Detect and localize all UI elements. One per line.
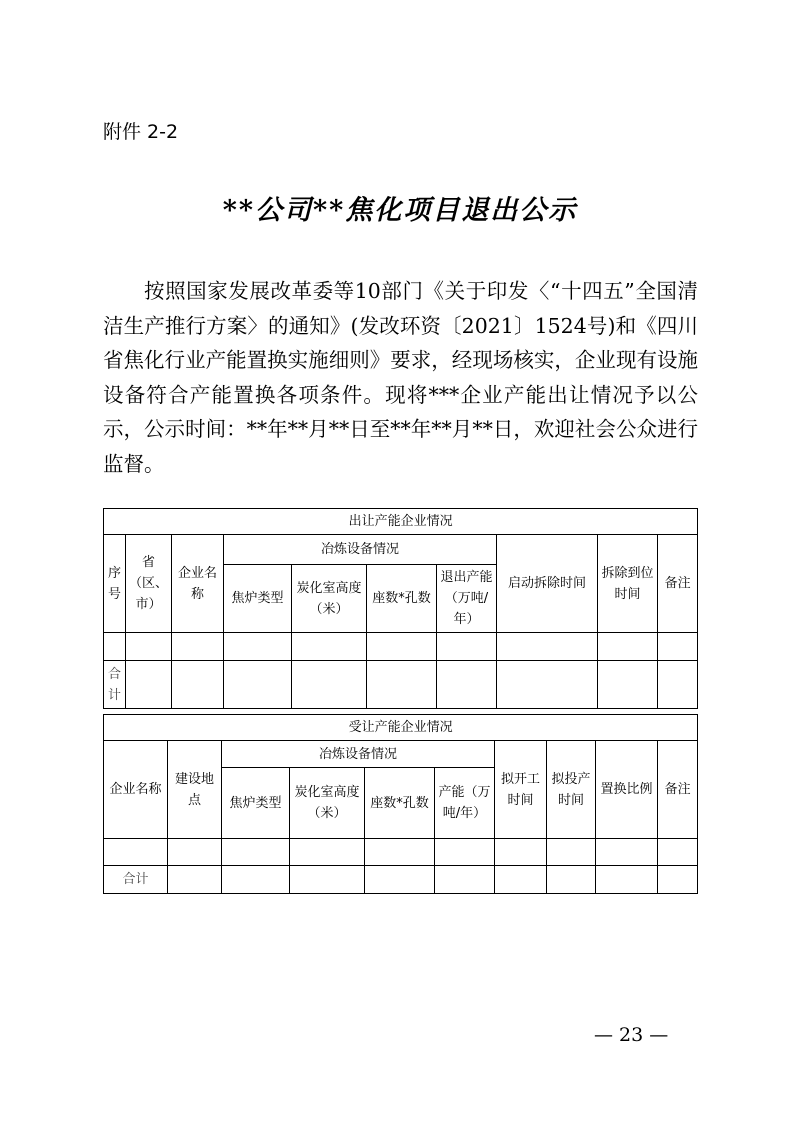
header-remarks: 备注	[658, 535, 698, 633]
header-demolition-done: 拆除到位时间	[598, 535, 658, 633]
header-planned-operation: 拟投产时间	[547, 741, 596, 839]
header-equipment-group: 冶炼设备情况	[222, 741, 495, 768]
table-cell	[222, 839, 290, 866]
header-seats-holes: 座数*孔数	[367, 565, 437, 633]
header-chamber-height: 炭化室高度（米）	[290, 768, 365, 839]
total-row	[104, 866, 698, 894]
table-cell	[365, 839, 435, 866]
table-cell	[435, 866, 495, 894]
table-cell	[224, 633, 292, 661]
table-cell	[168, 839, 222, 866]
table-cell	[168, 866, 222, 894]
table-cell	[658, 661, 698, 709]
header-province: 省（区、市）	[126, 535, 172, 633]
attachment-label: 附件 2-2	[103, 121, 179, 143]
table-cell	[172, 661, 224, 709]
header-seats-holes: 座数*孔数	[365, 768, 435, 839]
header-location: 建设地点	[168, 741, 222, 839]
table-cell	[104, 839, 168, 866]
header-seq: 序号	[104, 535, 126, 633]
table-cell	[290, 866, 365, 894]
table-row	[104, 839, 698, 866]
header-company: 企业名称	[172, 535, 224, 633]
header-remarks: 备注	[658, 741, 698, 839]
header-exit-capacity: 退出产能（万吨/年）	[437, 565, 497, 633]
table-cell	[495, 839, 547, 866]
header-chamber-height: 炭化室高度（米）	[292, 565, 367, 633]
table-cell	[495, 866, 547, 894]
table-row	[104, 633, 698, 661]
table-cell	[658, 839, 698, 866]
table-cell	[547, 839, 596, 866]
table-cell	[598, 661, 658, 709]
table-cell	[292, 633, 367, 661]
table-capacity-in	[103, 714, 698, 894]
table-cell	[435, 839, 495, 866]
table-cell	[172, 633, 224, 661]
table-cell	[437, 633, 497, 661]
table-cell	[104, 633, 126, 661]
table-cell	[224, 661, 292, 709]
table-cell	[658, 866, 698, 894]
table-cell	[596, 839, 658, 866]
table-cell	[290, 839, 365, 866]
table-cell	[126, 661, 172, 709]
document-title: **公司**焦化项目退出公示	[222, 195, 578, 226]
table-capacity-out	[103, 508, 698, 709]
table-cell	[367, 633, 437, 661]
table-cell	[497, 661, 598, 709]
total-label: 合计	[104, 661, 126, 709]
table-cell	[126, 633, 172, 661]
header-replacement-ratio: 置换比例	[596, 741, 658, 839]
section-title: 受让产能企业情况	[104, 715, 698, 741]
table-cell	[222, 866, 290, 894]
table-cell	[365, 866, 435, 894]
header-oven-type: 焦炉类型	[222, 768, 290, 839]
table-cell	[292, 661, 367, 709]
table-cell	[367, 661, 437, 709]
section-title: 出让产能企业情况	[104, 509, 698, 535]
header-company: 企业名称	[104, 741, 168, 839]
table-cell	[437, 661, 497, 709]
table-cell	[497, 633, 598, 661]
total-row	[104, 661, 698, 709]
table-cell	[547, 866, 596, 894]
header-planned-start: 拟开工时间	[495, 741, 547, 839]
header-capacity: 产能（万吨/年）	[435, 768, 495, 839]
header-demolition-start: 启动拆除时间	[497, 535, 598, 633]
body-paragraph: 按照国家发展改革委等10部门《关于印发〈“十四五”全国清洁生产推行方案〉的通知》(发改环资〔2021〕1524号)和《四川省焦化行业产能置换实施细则》要求，经现场核实，企业现有设施设备符合产能置换各项条件。现将***企业产能出让情况予以公示，公示时间：**年**月**日至**年**月**日，欢迎社会公众进行监督。	[103, 279, 698, 476]
total-label: 合计	[104, 866, 168, 894]
table-cell	[596, 866, 658, 894]
table-cell	[598, 633, 658, 661]
page-number: — 23 —	[594, 1024, 669, 1046]
table-cell	[658, 633, 698, 661]
header-equipment-group: 冶炼设备情况	[224, 535, 497, 565]
header-oven-type: 焦炉类型	[224, 565, 292, 633]
